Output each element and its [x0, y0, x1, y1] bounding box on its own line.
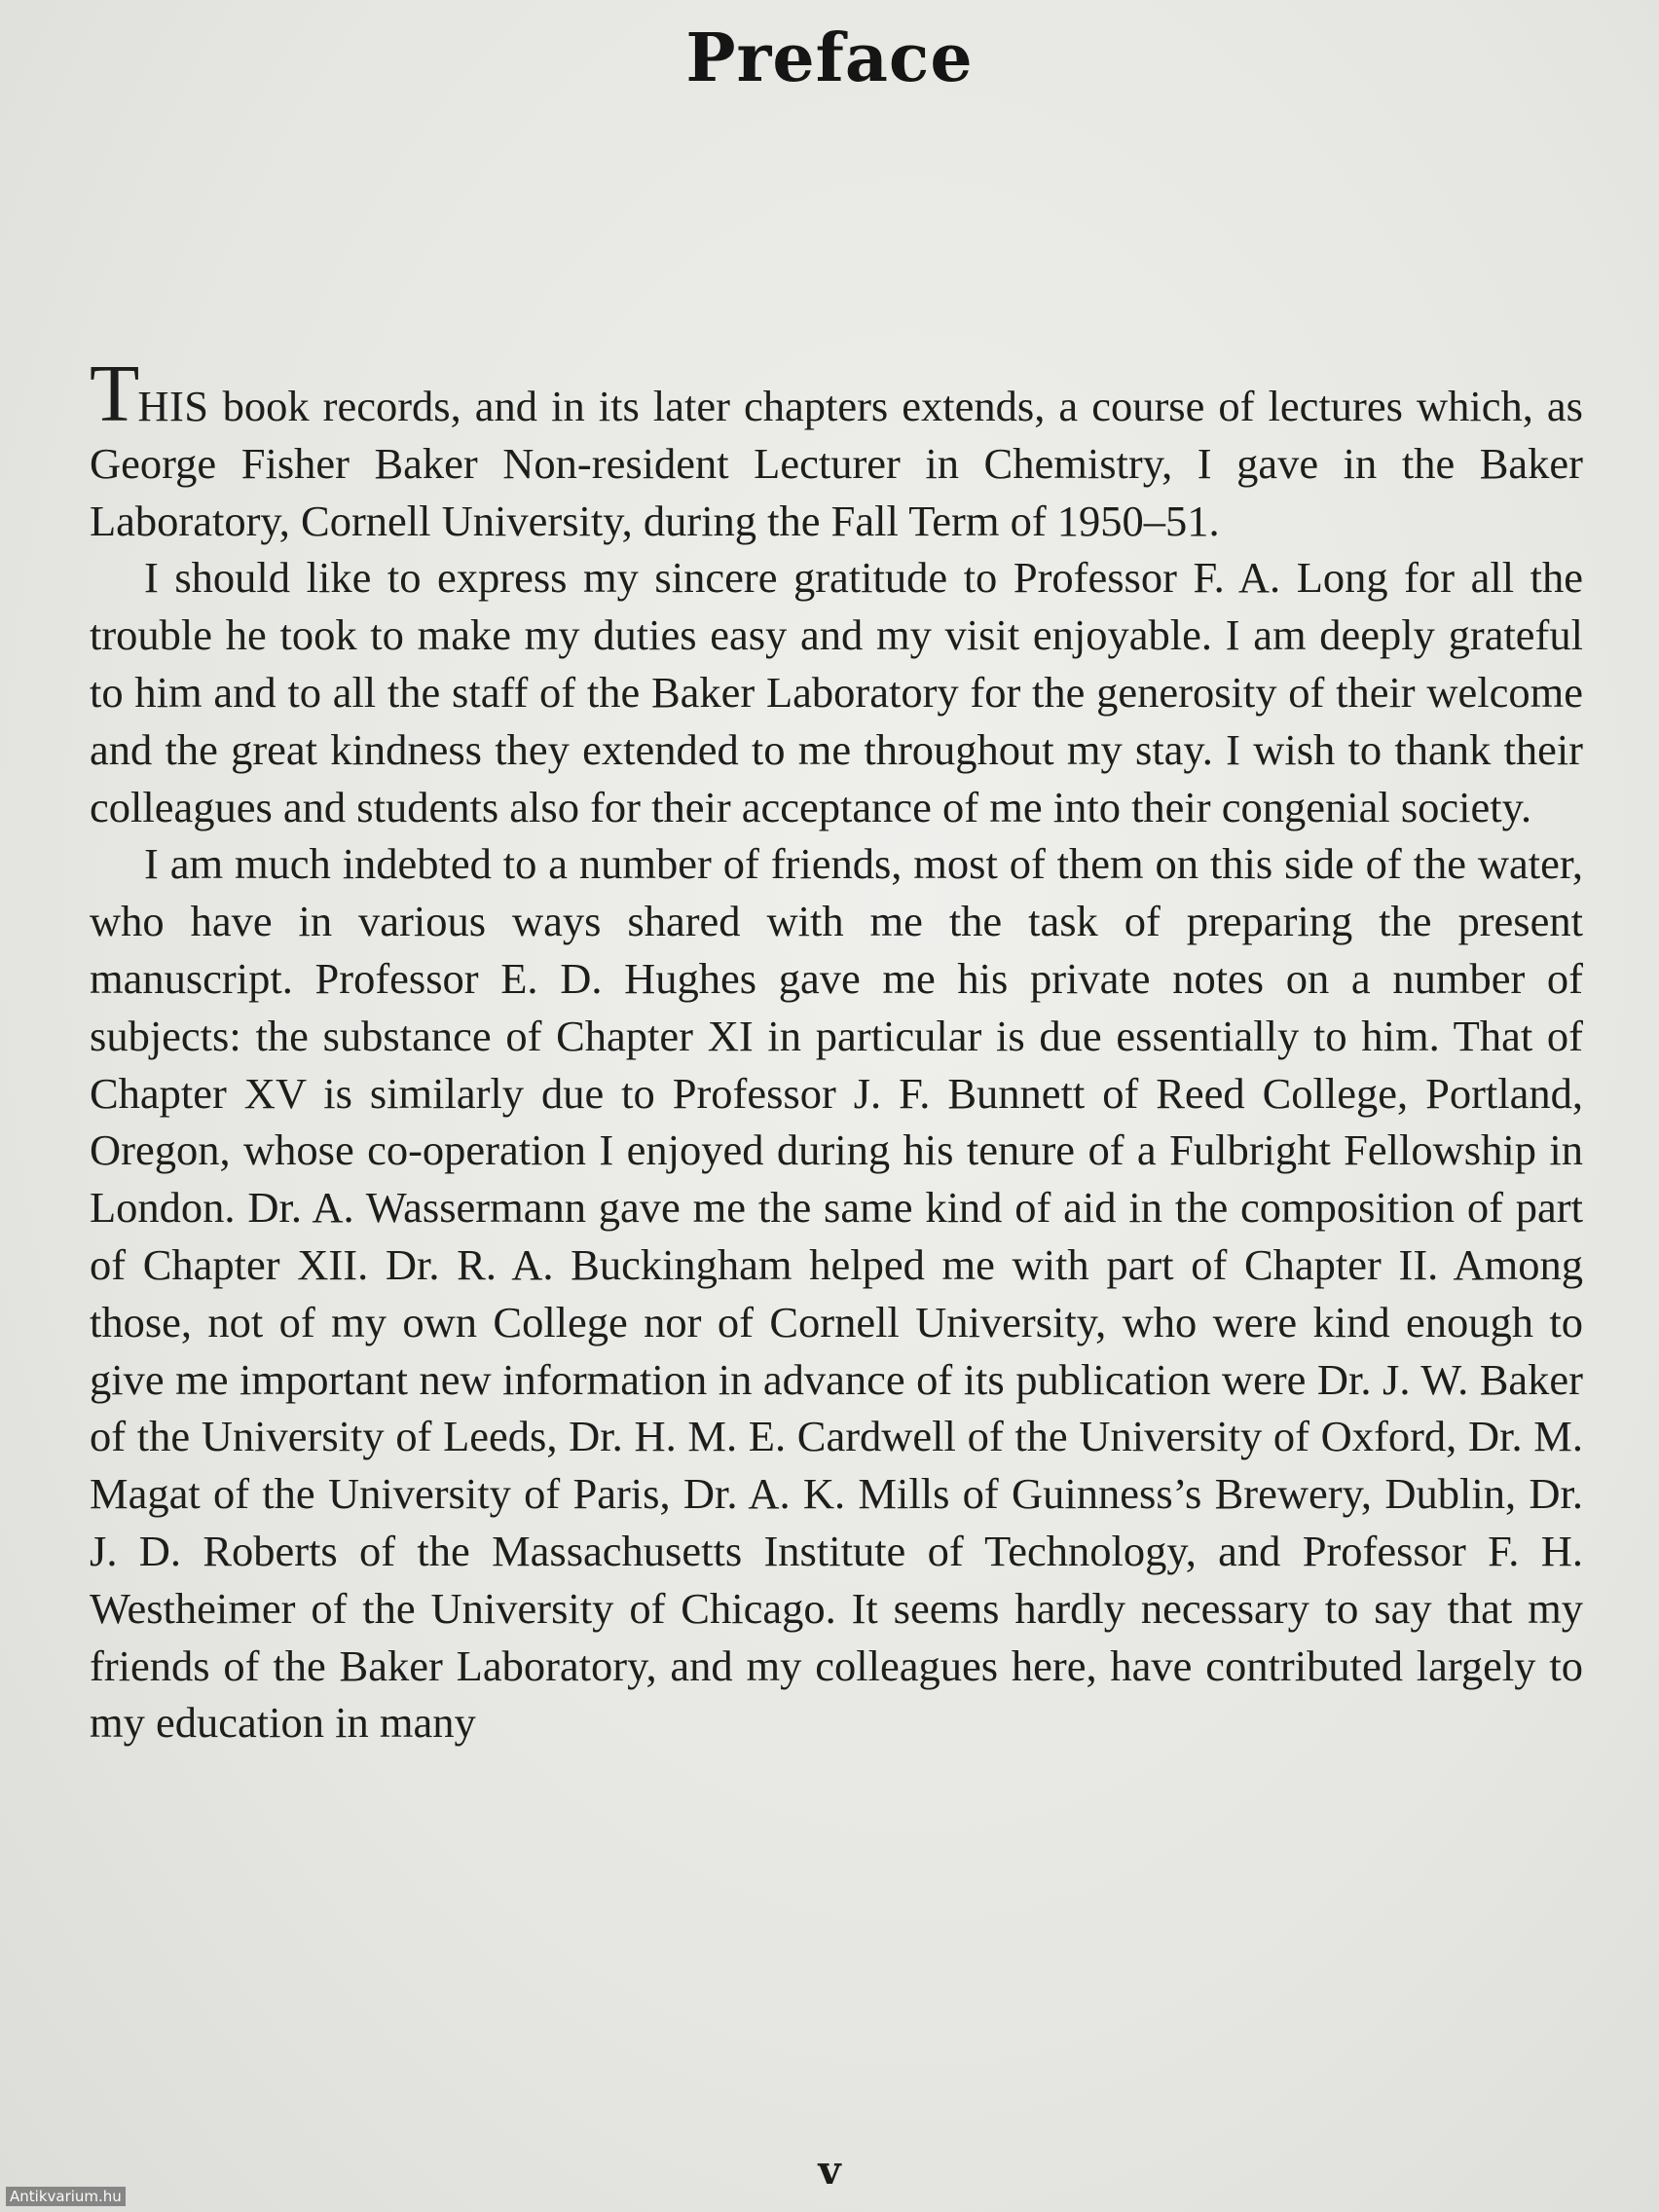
watermark-label: Antikvarium.hu [6, 2187, 126, 2206]
page-number: v [818, 2148, 841, 2194]
lead-word: HIS [137, 382, 209, 430]
paragraph-1 [90, 349, 1583, 549]
drop-cap: T [90, 349, 138, 439]
paragraph-2: I should like to express my sincere gratitude to Professor F. A. Long for all the trouble he took to make my duties easy and my visit enjoyable. I am deeply grateful to him and to all the staff of the Baker Laboratory for the generosity of their welcome and the great kindness they extended to me throughout my stay. I wish to thank their colleagues and students also for their acceptance of me into their congenial society. [90, 553, 1583, 831]
paragraph-3: I am much indebted to a number of friends, most of them on this side of the water, who have in various ways shared with me the task of preparing the present manuscript. Professor E. D. Hughes gave me his private notes on a number of subjects: the substance of Chapter XI in particular is due essentially to him. That of Chapter XV is similarly due to Professor J. F. Bunnett of Reed College, Portland, Oregon, whose co-operation I enjoyed during his tenure of a Fulbright Fellowship in London. Dr. A. Wassermann gave me the same kind of aid in the composition of part of Chapter XII. Dr. R. A. Buckingham helped me with part of Chapter II. Among those, not of my own College nor of Cornell University, who were kind enough to give me important new information in advance of its publication were Dr. J. W. Baker of the University of Leeds, Dr. H. M. E. Cardwell of the University of Oxford, Dr. M. Magat of the University of Paris, Dr. A. K. Mills of Guinness’s Brewery, Dublin, Dr. J. D. Roberts of the Massachusetts Institute of Technology, and Professor F. H. Westheimer of the University of Chicago. It seems hardly necessary to say that my friends of the Baker Laboratory, and my colleagues here, have contributed largely to my education in many [90, 839, 1583, 1748]
paragraph-1-text: book records, and in its later chapters extends, a course of lectures which, as George Fisher Baker Non-resident Lecturer in Chemistry, I gave in the Baker Laboratory, Cornell University, during the Fall Term of 1950–51. [90, 382, 1583, 545]
preface-body [90, 349, 1583, 1751]
page-title: Preface [685, 19, 974, 97]
